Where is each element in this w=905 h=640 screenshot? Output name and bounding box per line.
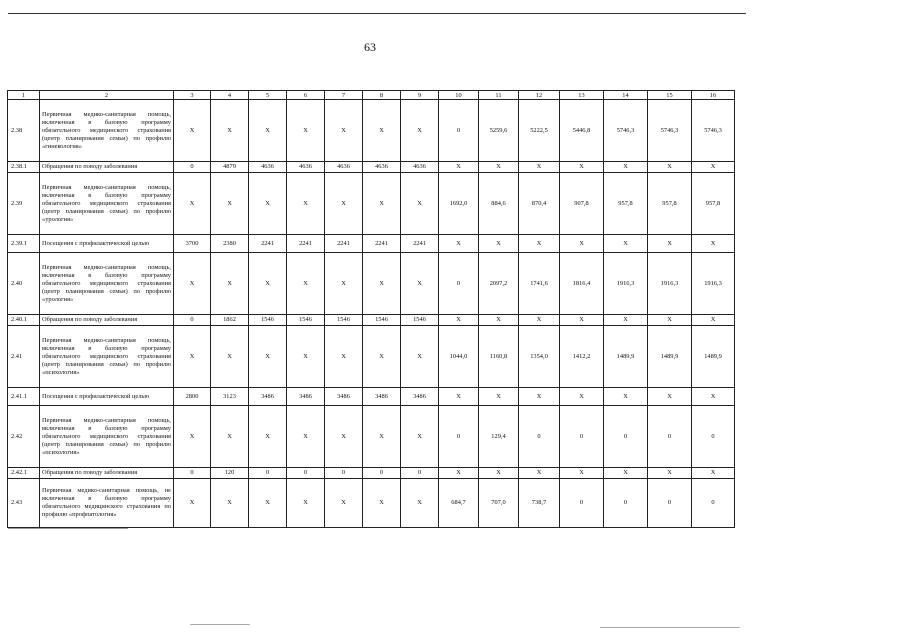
value-cell: 5746,3: [692, 100, 735, 162]
value-cell: X: [479, 468, 519, 479]
header-cell: 3: [174, 91, 211, 100]
value-cell: X: [211, 173, 249, 235]
value-cell: X: [211, 326, 249, 388]
value-cell: 5746,3: [648, 100, 692, 162]
value-cell: X: [249, 406, 287, 468]
row-code: 2.43: [8, 479, 40, 528]
value-cell: 5259,6: [479, 100, 519, 162]
value-cell: X: [479, 235, 519, 253]
value-cell: X: [604, 235, 648, 253]
header-row: [8, 91, 735, 100]
value-cell: 0: [560, 406, 604, 468]
header-cell: 15: [648, 91, 692, 100]
value-cell: X: [401, 173, 439, 235]
value-cell: X: [439, 162, 479, 173]
header-cell: 6: [287, 91, 325, 100]
value-cell: 2241: [249, 235, 287, 253]
scan-mark: [600, 627, 740, 628]
value-cell: X: [249, 479, 287, 528]
table-row: [8, 162, 735, 173]
value-cell: 5446,8: [560, 100, 604, 162]
value-cell: X: [287, 173, 325, 235]
value-cell: 957,8: [648, 173, 692, 235]
value-cell: X: [325, 326, 363, 388]
value-cell: 0: [604, 406, 648, 468]
value-cell: X: [174, 326, 211, 388]
row-description: Обращения по поводу заболевания: [40, 162, 174, 173]
value-cell: 1546: [287, 315, 325, 326]
value-cell: X: [325, 479, 363, 528]
value-cell: X: [249, 173, 287, 235]
table-row: [8, 315, 735, 326]
header-cell: 7: [325, 91, 363, 100]
value-cell: 0: [174, 468, 211, 479]
value-cell: 0: [401, 468, 439, 479]
value-cell: 2800: [174, 388, 211, 406]
value-cell: 1489,9: [604, 326, 648, 388]
value-cell: 1546: [363, 315, 401, 326]
value-cell: X: [211, 100, 249, 162]
header-cell: 11: [479, 91, 519, 100]
value-cell: X: [363, 326, 401, 388]
value-cell: 2097,2: [479, 253, 519, 315]
header-cell: 4: [211, 91, 249, 100]
header-cell: 16: [692, 91, 735, 100]
value-cell: 2241: [401, 235, 439, 253]
value-cell: X: [325, 100, 363, 162]
value-cell: 1916,3: [604, 253, 648, 315]
table-row: [8, 468, 735, 479]
value-cell: 3486: [363, 388, 401, 406]
row-description: Первичная медико-санитарная помощь, включенная в базовую программу обязательного медицинского страхования (центр планирования семьи) по профилю «психология»: [40, 406, 174, 468]
header-cell: 9: [401, 91, 439, 100]
row-code: 2.38: [8, 100, 40, 162]
value-cell: 5746,3: [604, 100, 648, 162]
value-cell: X: [648, 468, 692, 479]
header-cell: 13: [560, 91, 604, 100]
value-cell: 1916,3: [648, 253, 692, 315]
value-cell: 0: [439, 406, 479, 468]
value-cell: 870,4: [519, 173, 560, 235]
table-row: [8, 479, 735, 528]
value-cell: X: [519, 388, 560, 406]
value-cell: 0: [439, 100, 479, 162]
value-cell: 0: [648, 406, 692, 468]
table-row: [8, 253, 735, 315]
value-cell: X: [519, 315, 560, 326]
value-cell: 2241: [363, 235, 401, 253]
value-cell: 1816,4: [560, 253, 604, 315]
value-cell: 1160,8: [479, 326, 519, 388]
value-cell: X: [401, 253, 439, 315]
value-cell: 884,6: [479, 173, 519, 235]
value-cell: 3486: [325, 388, 363, 406]
value-cell: 1546: [401, 315, 439, 326]
value-cell: X: [211, 253, 249, 315]
value-cell: X: [692, 315, 735, 326]
value-cell: X: [648, 162, 692, 173]
value-cell: 1692,0: [439, 173, 479, 235]
value-cell: 957,8: [692, 173, 735, 235]
row-code: 2.39: [8, 173, 40, 235]
value-cell: 129,4: [479, 406, 519, 468]
value-cell: X: [249, 253, 287, 315]
value-cell: X: [560, 388, 604, 406]
value-cell: 907,8: [560, 173, 604, 235]
value-cell: 1916,3: [692, 253, 735, 315]
value-cell: 1354,0: [519, 326, 560, 388]
row-description: Посещения с профилактической целью: [40, 388, 174, 406]
value-cell: X: [174, 100, 211, 162]
row-description: Посещения с профилактической целью: [40, 235, 174, 253]
row-code: 2.42: [8, 406, 40, 468]
value-cell: X: [604, 468, 648, 479]
table-row: [8, 406, 735, 468]
value-cell: 1489,9: [648, 326, 692, 388]
value-cell: X: [325, 406, 363, 468]
value-cell: X: [519, 468, 560, 479]
value-cell: 2241: [287, 235, 325, 253]
value-cell: 3486: [249, 388, 287, 406]
row-description: Первичная медико-санитарная помощь, не включенная в базовую программу обязательного медицинского страхования по профилю «профпатология»: [40, 479, 174, 528]
value-cell: 0: [648, 479, 692, 528]
header-cell: 1: [8, 91, 40, 100]
scan-mark: [190, 624, 250, 625]
row-description: Первичная медико-санитарная помощь, включенная в базовую программу обязательного медицинского страхования (центр планирования семьи) по профилю «урология»: [40, 173, 174, 235]
value-cell: X: [174, 253, 211, 315]
value-cell: 5222,5: [519, 100, 560, 162]
table-row: [8, 326, 735, 388]
row-description: Первичная медико-санитарная помощь, включенная в базовую программу обязательного медицинского страхования (центр планирования семьи) по профилю «психология»: [40, 326, 174, 388]
value-cell: 738,7: [519, 479, 560, 528]
value-cell: X: [439, 315, 479, 326]
value-cell: 3486: [401, 388, 439, 406]
row-code: 2.39.1: [8, 235, 40, 253]
value-cell: 2241: [325, 235, 363, 253]
value-cell: 707,0: [479, 479, 519, 528]
value-cell: X: [479, 315, 519, 326]
value-cell: X: [439, 468, 479, 479]
value-cell: X: [401, 100, 439, 162]
value-cell: 120: [211, 468, 249, 479]
value-cell: 0: [363, 468, 401, 479]
value-cell: 3700: [174, 235, 211, 253]
row-description: Первичная медико-санитарная помощь, включенная в базовую программу обязательного медицинского страхования (центр планирования семьи) по профилю «гинекология»: [40, 100, 174, 162]
value-cell: 957,8: [604, 173, 648, 235]
value-cell: X: [604, 162, 648, 173]
table-row: [8, 388, 735, 406]
value-cell: X: [363, 253, 401, 315]
value-cell: 0: [174, 315, 211, 326]
value-cell: 0: [604, 479, 648, 528]
value-cell: X: [692, 468, 735, 479]
value-cell: X: [363, 173, 401, 235]
data-table: [7, 90, 735, 528]
value-cell: 0: [249, 468, 287, 479]
value-cell: 0: [287, 468, 325, 479]
value-cell: X: [325, 173, 363, 235]
value-cell: X: [287, 100, 325, 162]
value-cell: X: [648, 388, 692, 406]
value-cell: X: [325, 253, 363, 315]
value-cell: X: [287, 479, 325, 528]
header-cell: 5: [249, 91, 287, 100]
value-cell: X: [174, 406, 211, 468]
value-cell: 3486: [287, 388, 325, 406]
value-cell: X: [363, 100, 401, 162]
value-cell: 1741,6: [519, 253, 560, 315]
value-cell: 4636: [363, 162, 401, 173]
value-cell: X: [363, 406, 401, 468]
value-cell: X: [401, 326, 439, 388]
table-row: [8, 100, 735, 162]
row-description: Обращения по поводу заболевания: [40, 315, 174, 326]
value-cell: X: [519, 162, 560, 173]
header-cell: 12: [519, 91, 560, 100]
value-cell: 0: [174, 162, 211, 173]
value-cell: X: [249, 326, 287, 388]
row-code: 2.41.1: [8, 388, 40, 406]
value-cell: 0: [439, 253, 479, 315]
value-cell: X: [604, 315, 648, 326]
value-cell: X: [648, 315, 692, 326]
value-cell: 2380: [211, 235, 249, 253]
value-cell: 1546: [249, 315, 287, 326]
value-cell: 0: [325, 468, 363, 479]
table-row: [8, 173, 735, 235]
header-cell: 8: [363, 91, 401, 100]
row-description: Первичная медико-санитарная помощь, включенная в базовую программу обязательного медицинского страхования (центр планирования семьи) по профилю «урология»: [40, 253, 174, 315]
value-cell: X: [363, 479, 401, 528]
value-cell: X: [287, 326, 325, 388]
value-cell: 684,7: [439, 479, 479, 528]
value-cell: X: [692, 388, 735, 406]
value-cell: X: [439, 235, 479, 253]
value-cell: 1044,0: [439, 326, 479, 388]
value-cell: X: [174, 173, 211, 235]
value-cell: X: [287, 406, 325, 468]
row-code: 2.42.1: [8, 468, 40, 479]
value-cell: X: [560, 235, 604, 253]
top-rule: [8, 13, 746, 14]
value-cell: X: [560, 315, 604, 326]
value-cell: X: [479, 162, 519, 173]
value-cell: X: [519, 235, 560, 253]
value-cell: 4636: [249, 162, 287, 173]
value-cell: 3123: [211, 388, 249, 406]
row-code: 2.40.1: [8, 315, 40, 326]
value-cell: X: [174, 479, 211, 528]
value-cell: X: [211, 479, 249, 528]
row-code: 2.38.1: [8, 162, 40, 173]
value-cell: X: [560, 162, 604, 173]
row-code: 2.40: [8, 253, 40, 315]
value-cell: 0: [692, 406, 735, 468]
bottom-rule: [8, 528, 128, 529]
value-cell: X: [211, 406, 249, 468]
value-cell: 1862: [211, 315, 249, 326]
row-code: 2.41: [8, 326, 40, 388]
value-cell: 1412,2: [560, 326, 604, 388]
table-body: [8, 91, 735, 528]
value-cell: X: [692, 235, 735, 253]
value-cell: X: [249, 100, 287, 162]
value-cell: 0: [519, 406, 560, 468]
header-cell: 10: [439, 91, 479, 100]
value-cell: 0: [560, 479, 604, 528]
value-cell: X: [604, 388, 648, 406]
value-cell: X: [287, 253, 325, 315]
value-cell: 4636: [401, 162, 439, 173]
header-cell: 2: [40, 91, 174, 100]
header-cell: 14: [604, 91, 648, 100]
value-cell: 1489,9: [692, 326, 735, 388]
value-cell: 0: [692, 479, 735, 528]
value-cell: 4636: [325, 162, 363, 173]
value-cell: X: [401, 479, 439, 528]
value-cell: 1546: [325, 315, 363, 326]
value-cell: X: [692, 162, 735, 173]
value-cell: X: [648, 235, 692, 253]
value-cell: X: [439, 388, 479, 406]
row-description: Обращения по поводу заболевания: [40, 468, 174, 479]
value-cell: 4879: [211, 162, 249, 173]
page-number: 63: [364, 40, 376, 54]
value-cell: X: [560, 468, 604, 479]
value-cell: 4636: [287, 162, 325, 173]
value-cell: X: [401, 406, 439, 468]
value-cell: X: [479, 388, 519, 406]
table-row: [8, 235, 735, 253]
